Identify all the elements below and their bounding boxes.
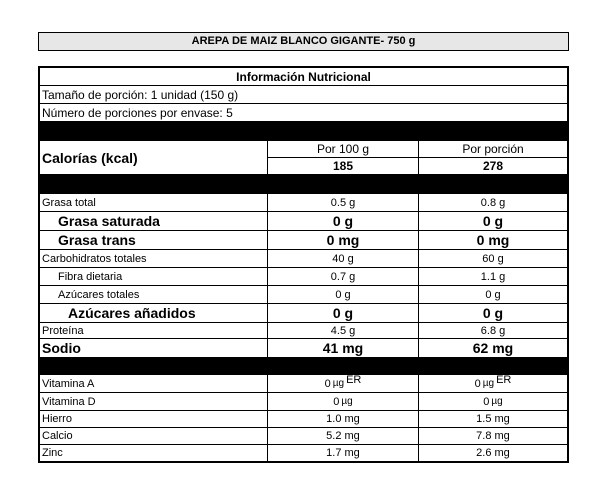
col1-header: Por 100 g	[268, 141, 418, 158]
black-separator	[40, 358, 567, 375]
unit: µg	[482, 378, 495, 389]
nutrient-per-serving: 0 g	[418, 286, 567, 303]
nutrient-per-serving: 6.8 g	[418, 323, 567, 338]
panel-title: Información Nutricional	[236, 69, 371, 84]
nutrient-name: Grasa total	[42, 196, 96, 209]
vitamin-per100: 1.0 mg	[267, 411, 418, 427]
nutrient-name: Azúcares añadidos	[68, 305, 196, 321]
nutrient-per-serving: 0 g	[418, 212, 567, 230]
vitamin-row	[40, 428, 567, 445]
nutrient-per-serving: 1.1 g	[418, 268, 567, 285]
col2-header: Por porción	[419, 141, 567, 158]
nutrient-per-serving: 0.8 g	[418, 194, 567, 211]
nutrient-name: Carbohidratos totales	[42, 252, 147, 265]
nutrient-per-serving: 62 mg	[418, 339, 567, 357]
vitamin-row	[40, 375, 567, 393]
nutrient-name: Azúcares totales	[58, 288, 140, 301]
serving-size-row	[40, 86, 567, 104]
vitamin-per100: 1.7 mg	[267, 445, 418, 461]
nutrient-per100: 0 mg	[267, 231, 418, 249]
vitamin-row	[40, 445, 567, 461]
calories-label: Calorías (kcal)	[42, 149, 138, 166]
nutrient-per100: 0 g	[267, 212, 418, 230]
nutrient-per-serving: 0 g	[418, 304, 567, 322]
servings-per-container-row	[40, 104, 567, 122]
nutrient-name: Sodio	[42, 340, 81, 356]
vitamin-per-serving	[418, 393, 567, 410]
vitamin-name: Calcio	[42, 430, 73, 442]
unit: µg	[341, 396, 353, 407]
nutrient-per100: 41 mg	[267, 339, 418, 357]
nutrition-facts-panel	[38, 66, 569, 463]
nutrient-row	[40, 323, 567, 339]
nutrient-row	[40, 194, 567, 212]
black-separator	[40, 122, 567, 141]
suffix: ER	[346, 373, 362, 386]
nutrient-per-serving: 0 mg	[418, 231, 567, 249]
calories-per100: 185	[332, 158, 354, 173]
nutrient-per100: 0.5 g	[267, 194, 418, 211]
vitamin-row	[40, 411, 567, 428]
vitamin-name: Vitamina A	[42, 377, 95, 390]
value: 0	[324, 377, 331, 390]
nutrient-name: Grasa trans	[58, 232, 136, 248]
vitamin-row	[40, 393, 567, 411]
nutrient-name: Grasa saturada	[58, 213, 160, 229]
nutrient-row	[40, 304, 567, 323]
vitamin-per-serving: 2.6 mg	[418, 445, 567, 461]
value: 0	[474, 377, 481, 390]
vitamin-per100: 5.2 mg	[267, 428, 418, 444]
value: 0	[333, 395, 340, 408]
black-separator	[40, 175, 567, 194]
vitamin-per100	[267, 393, 418, 410]
nutrient-row	[40, 268, 567, 286]
nutrient-per100: 0 g	[267, 286, 418, 303]
unit: µg	[332, 378, 345, 389]
nutrient-row	[40, 286, 567, 304]
nutrient-per100: 0 g	[267, 304, 418, 322]
nutrient-row	[40, 250, 567, 268]
unit: µg	[491, 396, 503, 407]
value: 0	[483, 395, 490, 408]
vitamin-per-serving: 7.8 mg	[418, 428, 567, 444]
servings-per-container: Número de porciones por envase: 5	[42, 105, 233, 120]
vitamin-name: Vitamina D	[42, 395, 96, 408]
nutrient-row	[40, 212, 567, 231]
nutrient-name: Fibra dietaria	[58, 270, 123, 283]
calories-per-serving: 278	[482, 158, 504, 173]
nutrient-per100: 4.5 g	[267, 323, 418, 338]
nutrient-row	[40, 231, 567, 250]
vitamin-name: Zinc	[42, 447, 63, 459]
serving-size: Tamaño de porción: 1 unidad (150 g)	[42, 87, 239, 102]
calories-col2	[418, 141, 567, 174]
panel-title-row	[40, 68, 567, 86]
nutrient-per100: 0.7 g	[267, 268, 418, 285]
vitamin-per100	[267, 375, 418, 392]
suffix: ER	[496, 373, 512, 386]
nutrient-per-serving: 60 g	[418, 250, 567, 267]
calories-row	[40, 141, 567, 175]
vitamin-name: Hierro	[42, 413, 72, 425]
calories-col1	[267, 141, 418, 174]
vitamin-per-serving: 1.5 mg	[418, 411, 567, 427]
product-title: AREPA DE MAIZ BLANCO GIGANTE- 750 g	[38, 32, 569, 51]
nutrient-name: Proteína	[42, 324, 84, 337]
vitamin-per-serving	[418, 375, 567, 392]
nutrient-per100: 40 g	[267, 250, 418, 267]
nutrient-row	[40, 339, 567, 358]
